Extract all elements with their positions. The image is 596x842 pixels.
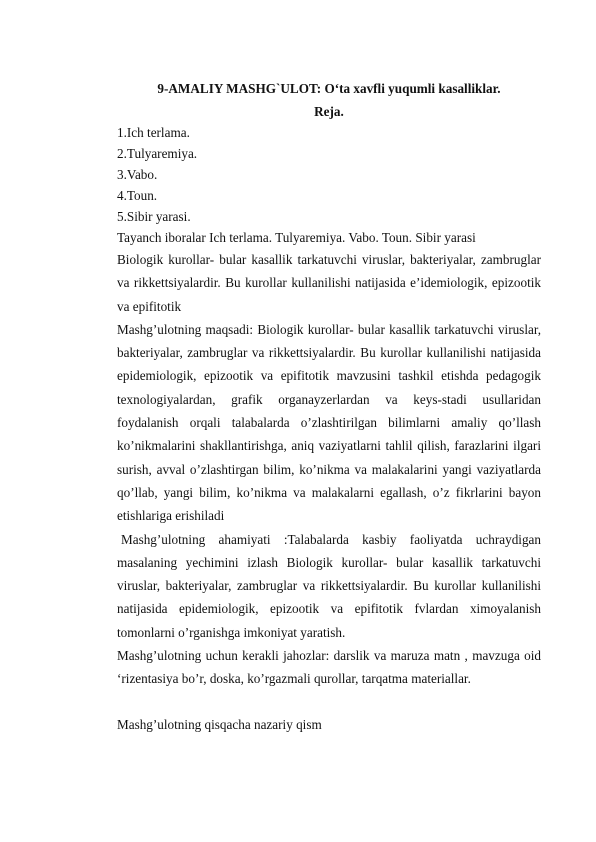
plan-item: 5.Sibir yarasi. xyxy=(117,209,191,224)
theory-heading: Mashg’ulotning qisqacha nazariy qism xyxy=(117,716,322,732)
document-title: 9-AMALIY MASHG`ULOT: O‘ta xavfli yuqumli kasalliklar. xyxy=(157,81,501,96)
blank-line xyxy=(117,691,541,714)
plan-item: 1.Ich terlama. xyxy=(117,125,190,140)
plan-list xyxy=(117,122,541,227)
importance-paragraph: Mashg’ulotning ahamiyati :Talabalarda kasbiy faoliyatda uchraydigan masalaning yechimini izlash Biologik kurollar- bular kasallik tarkatuvchi viruslar, bakteriyalar, zambruglar va rikkettsiyalardir. Bu kurollar kullanilishi natijasida epidemiologik, epizootik va epifitotik fvlardan ximoyalanish tomonlarni o’rganishga imkoniyat yaratish. xyxy=(117,531,541,640)
document-page xyxy=(117,78,541,735)
goal-paragraph: Mashg’ulotning maqsadi: Biologik kurollar- bular kasallik tarkatuvchi viruslar, bakteriyalar, zambruglar va rikkettsiyalardir. Bu kurollar kullanilishi natijasida epidemiologik, epizootik va epifitotik mavzusini tashkil etishda pedagogik texnologiyalardan, grafik organayzerlardan va keys-stadi usullaridan foydalanish orqali talabalarda o’zlashtirilgan bilimlarni amaliy qo’llash ko’nikmalarini shakllantirishga, aniq vaziyatlarni tahlil qilish, farazlarini ilgari surish, avval o’zlashtirgan bilim, ko’nikma va malakalarini yangi vaziyatlarda qo’llab, yangi bilim, ko’nikma va malakalarni egallash, o’z fikrlarini bayon etishlariga erishiladi xyxy=(117,321,541,524)
plan-item: 4.Toun. xyxy=(117,188,158,203)
bio-weapons-paragraph: Biologik kurollar- bular kasallik tarkatuvchi viruslar, bakteriyalar, zambruglar va rikkettsiyalardir. Bu kurollar kullanilishi natijasida e’idemiologik, epizootik va epifitotik xyxy=(117,252,541,314)
keywords-line: Tayanch iboralar Ich terlama. Tulyaremiya. Vabo. Toun. Sibir yarasi xyxy=(117,230,476,245)
plan-heading: Reja. xyxy=(314,104,344,119)
plan-item: 3.Vabo. xyxy=(117,167,158,182)
equipment-paragraph: Mashg’ulotning uchun kerakli jahozlar: darslik va maruza matn , mavzuga oid ‘rizentasiya bo’r, doska, ko’rgazmali qurollar, tarqatma materiallar. xyxy=(117,648,541,687)
plan-item: 2.Tulyaremiya. xyxy=(117,146,198,161)
